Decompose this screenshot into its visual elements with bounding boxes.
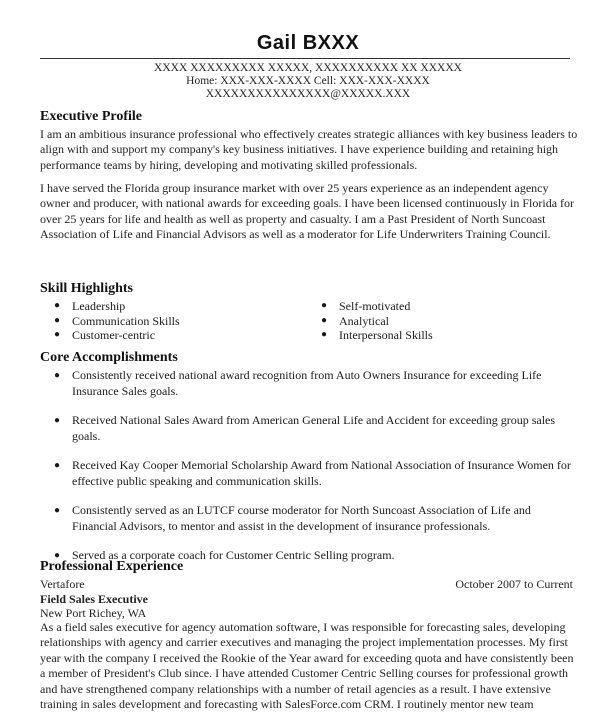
contact-phones: Home: XXX-XXX-XXXX Cell: XXX-XXX-XXXX (186, 75, 430, 87)
job-description: As a field sales executive for agency automation software, I was responsible for forecasting sales, developing relationships with agency and carrier executives and managing the project implementation processes. My first year with the company I received the Rookie of the Year award for exceeding quota and have consistently been a member of President's Club since. I have attended Customer Centric Selling courses for professional growth and have strengthened company relationships with a number of retail agencies as a result. I have extensive training in sales development and forecasting with SalesForce.com CRM. I routinely mentor new team (40, 620, 574, 712)
list-item: ● Leadership (54, 299, 126, 313)
header-divider (40, 58, 570, 59)
list-item: ● Consistently served as an LUTCF course moderator for North Suncoast Association of Life and Financial Advisors, to mentor and assist in the development of insurance professionals. (54, 503, 531, 533)
bullet-icon: ● (54, 460, 61, 471)
list-item: ● Interpersonal Skills (321, 328, 433, 342)
bullet-icon: ● (54, 329, 61, 340)
candidate-name: Gail BXXX (256, 32, 360, 54)
employment-dates: October 2007 to Current (455, 577, 573, 591)
bullet-icon: ● (54, 550, 61, 561)
bullet-icon: ● (54, 314, 61, 326)
bullet-icon: ● (54, 415, 61, 426)
core-accomplishments-heading: Core Accomplishments (40, 350, 178, 365)
skill-list-right (321, 299, 561, 343)
bullet-icon: ● (54, 370, 61, 381)
company-name: Vertafore (40, 577, 85, 591)
bullet-icon: ● (54, 300, 61, 311)
bullet-icon: ● (321, 314, 328, 326)
accomplishments-list (54, 368, 574, 564)
skill-highlights-heading: Skill Highlights (40, 281, 133, 296)
list-item: ● Served as a corporate coach for Customer Centric Selling program. (54, 548, 395, 562)
executive-profile-heading: Executive Profile (40, 109, 142, 124)
list-item: ● Customer-centric (54, 328, 156, 342)
list-item: ● Received National Sales Award from American General Life and Accident for exceeding group sales goals. (54, 413, 556, 443)
executive-profile-paragraph-1: I am an ambitious insurance professional who effectively creates strategic alliances with key business leaders to align with and support my company's key business initiatives. I have experience building and retaining high performance teams by hiring, developing and motivating skilled professionals. (40, 127, 578, 172)
bullet-icon: ● (54, 505, 61, 516)
job-location: New Port Richey, WA (40, 606, 147, 620)
contact-address: XXXX XXXXXXXXX XXXXX, XXXXXXXXXX XX XXXXX (154, 62, 462, 74)
list-item: ● Self-motivated (321, 299, 411, 313)
contact-email: XXXXXXXXXXXXXXX@XXXXX.XXX (205, 88, 411, 100)
executive-profile-paragraph-2: I have served the Florida group insurance market with over 25 years experience as an independent agency owner and producer, with national awards for exceeding goals. I have been licensed continuously in Florida for over 25 years for life and health as well as property and casualty. I am a Past President of North Suncoast Association of Life and Financial Advisors as well as a moderator for Life Underwriters Training Council. (40, 181, 575, 242)
list-item: ● Consistently received national award recognition from Auto Owners Insurance for exceeding Life Insurance Sales goals. (54, 368, 542, 398)
bullet-icon: ● (321, 300, 328, 311)
professional-experience-heading: Professional Experience (40, 559, 184, 574)
bullet-icon: ● (321, 329, 328, 340)
list-item: ● Analytical (321, 313, 389, 328)
skill-list-left (54, 299, 294, 343)
list-item: ● Received Kay Cooper Memorial Scholarship Award from National Association of Insurance Women for effective public speaking and communication skills. (54, 458, 571, 488)
job-title: Field Sales Executive (40, 592, 148, 606)
list-item: ● Communication Skills (54, 313, 180, 328)
